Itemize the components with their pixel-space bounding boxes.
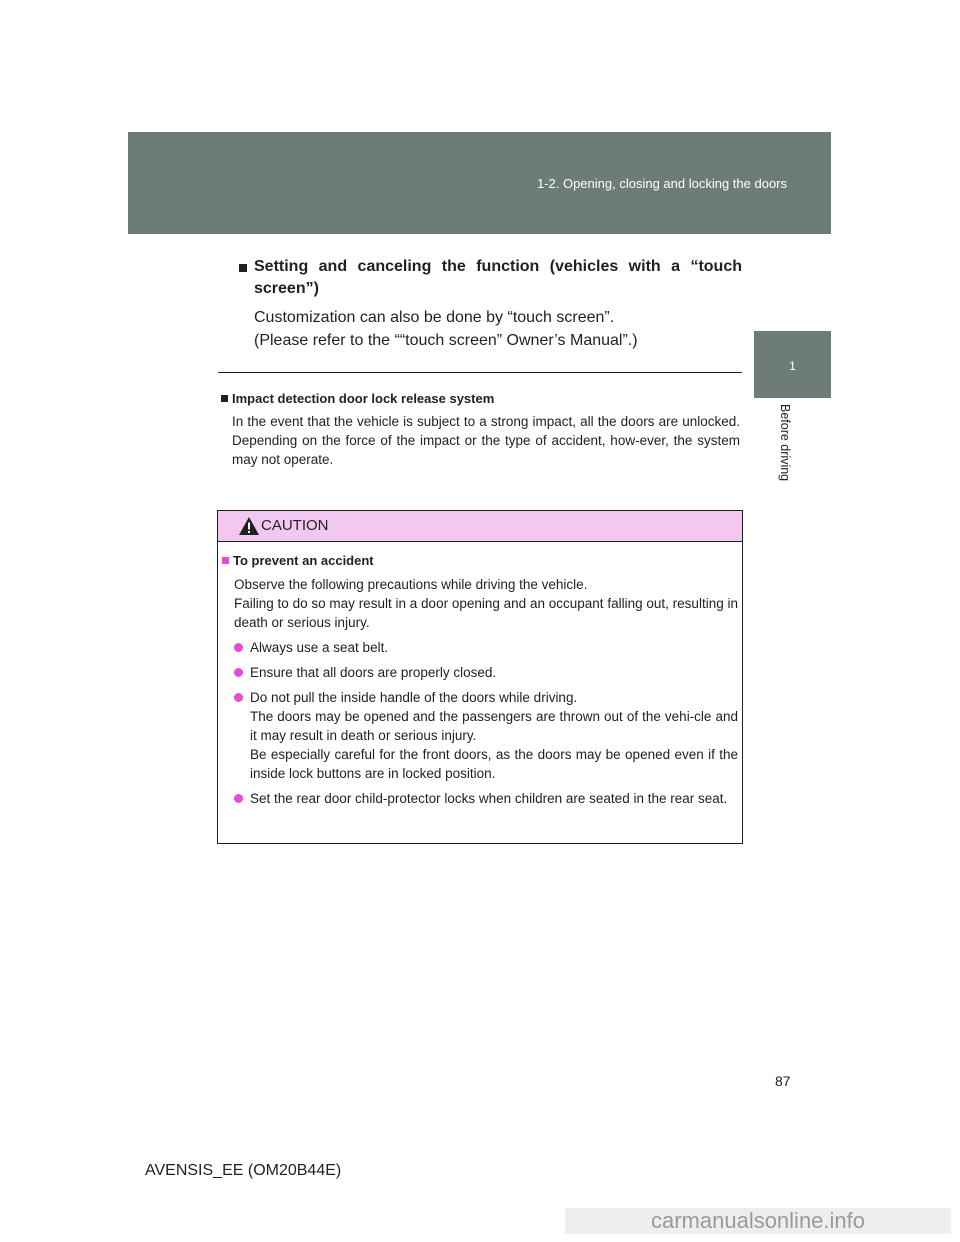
pink-dot-bullet-icon xyxy=(234,693,243,702)
pink-square-bullet-icon xyxy=(222,557,229,564)
square-bullet-icon xyxy=(239,264,247,272)
caution-list-item xyxy=(222,789,738,808)
manual-code: AVENSIS_EE (OM20B44E) xyxy=(145,1162,342,1179)
note-section xyxy=(221,390,740,469)
pink-dot-bullet-icon xyxy=(234,643,243,652)
caution-heading xyxy=(222,552,738,570)
main-section xyxy=(237,256,742,352)
caution-item-text: Ensure that all doors are properly closed. xyxy=(250,665,497,680)
section-line-2: (Please refer to the ““touch screen” Owner’s Manual”.) xyxy=(254,332,638,349)
page-number: 87 xyxy=(775,1073,791,1089)
caution-list xyxy=(222,638,738,808)
caution-heading-text: To prevent an accident xyxy=(233,553,374,568)
pink-dot-bullet-icon xyxy=(234,794,243,803)
caution-intro-1: Observe the following precautions while driving the vehicle. xyxy=(234,577,588,592)
section-title: 1-2. Opening, closing and locking the doors xyxy=(536,176,787,191)
note-heading xyxy=(221,390,740,408)
caution-list-item xyxy=(222,663,738,682)
chapter-tab xyxy=(754,331,831,398)
header-band xyxy=(128,132,831,234)
chapter-label: Before driving xyxy=(778,404,792,482)
section-body xyxy=(254,306,742,352)
divider-line xyxy=(218,372,742,373)
caution-intro-2: Failing to do so may result in a door opening and an occupant falling out, resulting in death or serious injury. xyxy=(234,596,738,630)
pink-dot-bullet-icon xyxy=(234,668,243,677)
caution-list-item xyxy=(222,638,738,657)
caution-box xyxy=(217,510,743,844)
caution-body xyxy=(218,542,742,808)
note-text: In the event that the vehicle is subject to a strong impact, all the doors are unlocked. Depending on the force of the impact or the type of accident, how-ever, the system may not operate. xyxy=(232,414,740,467)
chapter-number: 1 xyxy=(789,359,796,373)
caution-label: CAUTION xyxy=(261,517,329,534)
caution-item-text: Set the rear door child-protector locks when children are seated in the rear seat. xyxy=(250,791,728,806)
note-heading-text: Impact detection door lock release system xyxy=(232,391,495,406)
caution-intro xyxy=(234,575,738,632)
warning-icon xyxy=(238,516,260,536)
section-heading-text: Setting and canceling the function (vehicles with a “touch screen”) xyxy=(254,258,742,297)
caution-header xyxy=(218,511,742,542)
section-line-1: Customization can also be done by “touch screen”. xyxy=(254,309,615,326)
caution-item-text: Always use a seat belt. xyxy=(250,640,389,655)
watermark: carmanualsonline.info xyxy=(565,1208,951,1234)
section-heading xyxy=(237,256,742,300)
caution-list-item xyxy=(222,688,738,783)
caution-item-text: Do not pull the inside handle of the doors while driving. The doors may be opened and the passengers are thrown out of the vehi-cle and it may result in death or serious injury. Be especially careful for the front doors, as the doors may be opened even if the inside lock buttons are in locked position. xyxy=(250,690,738,781)
square-bullet-icon xyxy=(221,395,228,402)
